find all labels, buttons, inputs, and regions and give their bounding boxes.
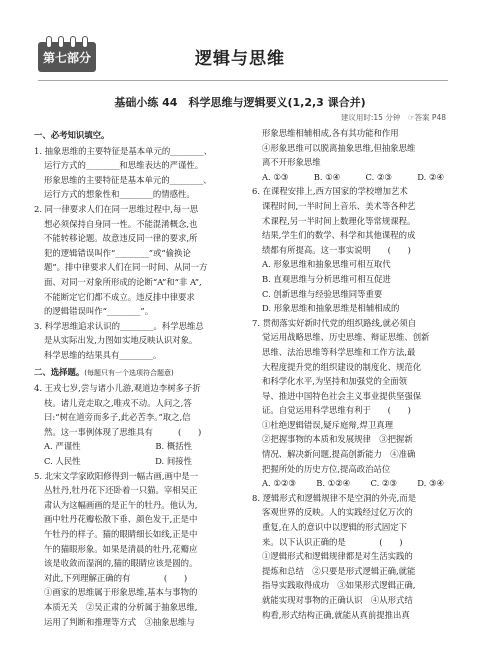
q4-line: 曰:“树在道旁而多子,此必苦李。”取之,信 xyxy=(44,412,191,423)
option-a[interactable]: A. ①②③ xyxy=(262,478,296,489)
q4-options-row xyxy=(34,439,232,454)
q5-line: 形象思维相辅相成,各有其功能和作用 xyxy=(262,128,399,138)
title-divider xyxy=(38,80,448,81)
question-5 xyxy=(34,469,232,630)
question-7 xyxy=(252,316,452,491)
q2-line: 不能转移论题。故意违反同一律的要求,所 xyxy=(44,233,198,244)
q6-line: 6. 在课程安排上,西方国家的学校增加艺术 xyxy=(252,186,408,197)
q7-line: ①杜绝逻辑错误,疑斥庭辩,焊卫真理 xyxy=(262,419,393,430)
q7-line: ②把握事物的本质和发展规律 ③把握新 xyxy=(262,434,413,445)
q5-line: 午牡丹的样子。猫的眼睛细长如线,正是中 xyxy=(44,529,198,540)
q2-line: 2. 同一律要求人们在同一思维过程中,每一思 xyxy=(34,203,199,214)
q8-line: ①逻辑形式和逻辑规律都是对生活实践的 xyxy=(262,551,413,562)
q3-line: 3. 科学思维追求认识的________。科学思维总 xyxy=(34,320,204,331)
q5-line: 运用了判断和推理等方式 ③抽象思维与 xyxy=(44,616,195,627)
option-d[interactable]: D. ②④ xyxy=(417,171,444,182)
option-d[interactable]: D. 间接性 xyxy=(155,456,192,467)
option-d[interactable]: D. ③④ xyxy=(417,478,444,489)
option-a[interactable]: A. 严谨性 xyxy=(44,441,81,452)
q7-line: 思维、法治思维等科学思维和工作方法,最 xyxy=(262,346,416,357)
time-and-answer-note: 建议用时:15 分钟 ☞答案 P48 xyxy=(340,113,446,122)
left-column xyxy=(34,126,232,629)
q5-line: 对此,下列理解正确的有 ( ) xyxy=(44,572,188,583)
q6-line: 课程时间,一半时间上音乐、美术等各种艺 xyxy=(262,200,416,211)
question-5-continued xyxy=(252,126,452,184)
q5-line: 午的猫眼形象。如果是清晨的牡丹,花瓣应 xyxy=(44,543,198,554)
q7-line: 觉运用战略思维、历史思维、辩证思维、创新 xyxy=(262,332,430,343)
q5-line: ④形象思维可以脱离抽象思维,但抽象思维 xyxy=(262,142,416,153)
q1-line: 1. 抽象思维的主要特征是基本单元的________、 xyxy=(34,145,213,156)
q8-line: 客观世界的反映。人的实践经过亿万次的 xyxy=(262,507,413,518)
q4-options-row xyxy=(34,454,232,469)
q5-options-row xyxy=(252,170,452,185)
q5-line: 5. 北宋文学家欧阳修得到一幅古画,画中是一 xyxy=(34,470,199,481)
question-3 xyxy=(34,319,232,363)
question-4 xyxy=(34,381,232,469)
option-c[interactable]: C. 人民性 xyxy=(44,456,81,467)
q2-line: 不能断定它们都不成立。违反排中律要求 xyxy=(44,291,195,302)
option-a[interactable]: A. 形象思维和抽象思维可相互取代 xyxy=(262,259,391,270)
q1-line: 运行方式的________和思维表达的严谨性。 xyxy=(44,160,204,171)
q7-line: 和科学化水平,为坚持和加强党的全面领 xyxy=(262,376,408,387)
q5-line: 肃认为这幅画画的是正午的牡丹。他认为, xyxy=(44,499,198,510)
q4-line: 4. 王戎七岁,尝与诸小儿游,观道边李树多子折 xyxy=(34,383,201,394)
right-column xyxy=(252,126,452,622)
q6-line: 结果,学生们的数学、科学和其他课程的成 xyxy=(262,230,416,241)
q8-line: 来。以下认识正确的是 ( ) xyxy=(262,536,403,547)
option-c[interactable]: C. 创新思维与经验思维同等重要 xyxy=(262,288,383,299)
q3-line: 是从实际出发,力图如实地反映认识对象。 xyxy=(44,335,198,346)
question-2 xyxy=(34,202,232,319)
q6-line: 绩都有所提高。这一事实说明 ( ) xyxy=(262,244,411,255)
q4-line: 然。这一事例体现了思维具有 ( ) xyxy=(44,426,202,437)
q7-line: 7. 贯彻落实好新时代党的组织路线,就必须自 xyxy=(252,317,417,328)
option-b[interactable]: B. ①②④ xyxy=(316,478,351,489)
q8-line: 提炼和总结 ②只要是形式逻辑正确,就能 xyxy=(262,565,416,576)
option-d[interactable]: D. 形象思维和抽象思维是相辅相成的 xyxy=(262,303,400,314)
q3-line: 科学思维的结果具有________。 xyxy=(44,349,162,360)
exercise-subtitle: 基础小练 44 科学思维与逻辑要义(1,2,3 课合并) xyxy=(114,96,366,109)
section-heading-fill: 一、必考知识填空。 xyxy=(34,130,110,140)
q1-line: 形象思维的主要特征是基本单元的________、 xyxy=(44,174,212,185)
option-c[interactable]: C. ②③ xyxy=(365,171,392,182)
q8-line: 就能实现对事物的正确认识 ④从形式结 xyxy=(262,595,413,605)
q5-line: 离不开形象思维 xyxy=(262,157,321,168)
section-heading-text: 二、选择题。 xyxy=(34,366,85,377)
q7-options-row xyxy=(252,476,452,491)
q8-line: 构看,形式结构正确,就能从真前提推出真 xyxy=(262,609,410,620)
question-1 xyxy=(34,144,232,202)
section-heading-note: (每题只有一个选项符合题意) xyxy=(84,368,174,377)
option-a[interactable]: A. ①③ xyxy=(262,171,289,182)
q5-line: 丛牡丹,牡丹花下还卧着一只猫。宰相吴正 xyxy=(44,485,198,496)
q8-line: 指导实践取得成功 ③如果形式逻辑正确, xyxy=(262,580,416,591)
q1-line: 运行方式的想象性和________的情感性。 xyxy=(44,189,195,200)
q2-line: 犯的逻辑错误叫作“________”或“偷换论 xyxy=(44,247,191,258)
section-heading-choice xyxy=(34,365,232,381)
q2-line: 题”。排中律要求人们在同一时间、从同一方 xyxy=(44,262,208,273)
option-b[interactable]: B. 直观思维与分析思维可相互促进 xyxy=(262,273,391,284)
q2-line: 面、对同一对象所形成的论断“A”和“非 A”, xyxy=(44,276,202,287)
option-b[interactable]: B. ①④ xyxy=(313,171,341,182)
question-8 xyxy=(252,491,452,622)
q4-line: 枝。诸儿竞走取之,唯戎不动。人问之,答 xyxy=(44,397,192,408)
q7-line: 大程度提升党的组织建设的制度化、规范化 xyxy=(262,361,422,372)
q7-line: 把握所处的历史方位,提高政治站位 xyxy=(262,463,391,474)
q7-line: 导、推进中国特色社会主义事业提供坚强保 xyxy=(262,390,422,401)
option-c[interactable]: C. ②③ xyxy=(370,478,397,489)
q2-line: 的逻辑错误叫作“________”。 xyxy=(44,306,154,317)
q8-line: 8. 逻辑形式和逻辑规律不是空洞的外壳,而是 xyxy=(252,492,417,503)
q6-line: 术课程,另一半时间上数理化等常规课程。 xyxy=(262,215,416,226)
q8-line: 重复,在人的意识中以逻辑的形式固定下 xyxy=(262,522,408,533)
q7-line: 证。自觉运用科学思维有利于 ( ) xyxy=(262,405,411,416)
option-b[interactable]: B. 概括性 xyxy=(155,441,192,452)
q5-line: ①画家的思维属于形象思维,基本与事物的 xyxy=(44,587,198,598)
q5-line: 本质无关 ②吴正肃的分析属于抽象思维, xyxy=(44,602,198,612)
q7-line: 情况、解决新问题,提高创新能力 ④准确 xyxy=(262,449,416,460)
q5-line: 画中牡丹花瓣松散下垂、颜色发干,正是中 xyxy=(44,514,198,525)
q5-line: 该是收敛而湿润的,猫的眼睛应该是圆的。 xyxy=(44,558,198,569)
page-title: 逻辑与思维 xyxy=(195,49,285,69)
question-6 xyxy=(252,184,452,315)
section-badge-label: 第七部分 xyxy=(42,50,91,65)
q2-line: 想必须保持自身同一性。不能混淆概念,也 xyxy=(44,218,198,229)
